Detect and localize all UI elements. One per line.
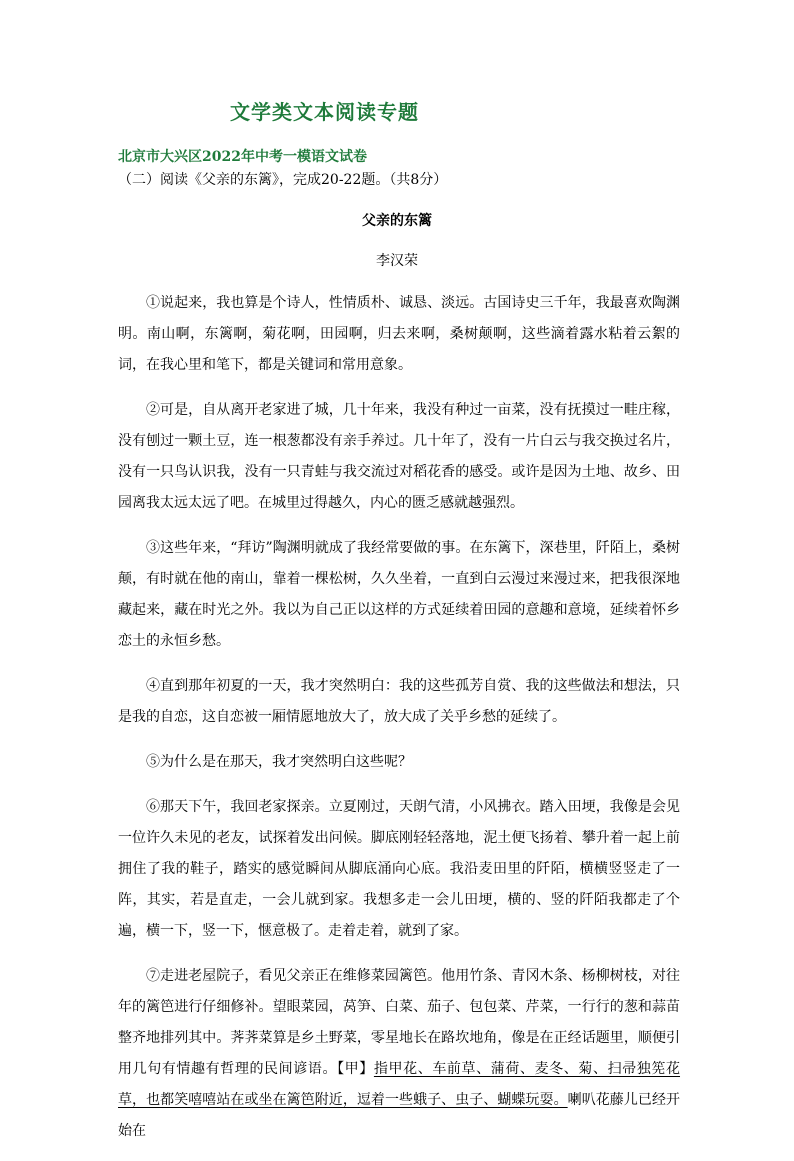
- exam-source-title: 北京市大兴区2022年中考一模语文试卷: [118, 149, 367, 165]
- paragraph-7-text: ⑦走进老屋院子，看见父亲正在维修菜园篱笆。他用竹条、青冈木条、杨柳树枝，对往年的篱笆进行仔细修补。望眼菜园，莴笋、白菜、茄子、包包菜、芹菜，一行行的葱和蒜苗整齐地排列其中。荠荠菜算是乡土野菜，零星地长在路坎地角，像是在正经话题里，顺便引用几句有情趣有哲理的民间谚语。: [118, 968, 680, 1077]
- paragraph-4: ④直到那年初夏的一天，我才突然明白：我的这些孤芳自赏、我的这些做法和想法，只是我的自恋，这自恋被一厢情愿地放大了，放大成了关乎乡愁的延续了。: [118, 678, 680, 725]
- page-title: 文学类文本阅读专题: [230, 100, 419, 124]
- paragraph-3: ③这些年来，“拜访”陶渊明就成了我经常要做的事。在东篱下，深巷里，阡陌上，桑树颠，有时就在他的南山，靠着一棵松树，久久坐着，一直到白云漫过来漫过来，把我很深地藏起来，藏在时光之外。我以为自己正以这样的方式延续着田园的意趣和意境，延续着怀乡恋土的永恒乡愁。: [118, 540, 680, 649]
- paragraph-2: ②可是，自从离开老家进了城，几十年来，我没有种过一亩菜，没有抚摸过一畦庄稼，没有刨过一颗土豆，连一根葱都没有亲手养过。几十年了，没有一片白云与我交换过名片，没有一只鸟认识我，没有一只青蛙与我交流过对稻花香的感受。或许是因为土地、故乡、田园离我太远太远了吧。在城里过得越久，内心的匮乏感就越强烈。: [118, 402, 680, 511]
- paragraph-7: [118, 961, 680, 1147]
- paragraph-5: ⑤为什么是在那天，我才突然明白这些呢？: [146, 754, 412, 770]
- marker-jia: 【甲】: [337, 1061, 374, 1077]
- paragraph-6: ⑥那天下午，我回老家探亲。立夏刚过，天朗气清，小风拂衣。踏入田埂，我像是会见一位许久未见的老友，试探着发出问候。脚底刚轻轻落地，泥土便飞扬着、攀升着一起上前拥住了我的鞋子，踏实的感觉瞬间从脚底涌向心底。我沿麦田里的阡陌，横横竖竖走了一阵，其实，若是直走，一会儿就到家。我想多走一会儿田埂，横的、竖的阡陌我都走了个遍，横一下，竖一下，惬意极了。走着走着，就到了家。: [118, 799, 680, 939]
- underlined-sentence-jia: 指甲花、车前草、蒲荷、麦冬、菊、扫帚独筅花草，也都笑嘻嘻站在或坐在篱笆附近，逗着一些蛾子、虫子、蝴蝶玩耍。: [118, 1061, 681, 1108]
- question-instruction: （二）阅读《父亲的东篱》，完成20-22题。（共8分）: [118, 172, 448, 188]
- article-title: 父亲的东篱: [362, 213, 432, 229]
- article-author: 李汉荣: [376, 253, 418, 269]
- paragraph-7-tail: 喇叭花藤儿已经开始在: [118, 1092, 680, 1139]
- paragraph-1: ①说起来，我也算是个诗人，性情质朴、诚恳、淡远。古国诗史三千年，我最喜欢陶渊明。南山啊，东篱啊，菊花啊，田园啊，归去来啊，桑树颠啊，这些滴着露水粘着云絮的词，在我心里和笔下，都是关键词和常用意象。: [118, 295, 680, 373]
- article-body: [118, 288, 680, 1161]
